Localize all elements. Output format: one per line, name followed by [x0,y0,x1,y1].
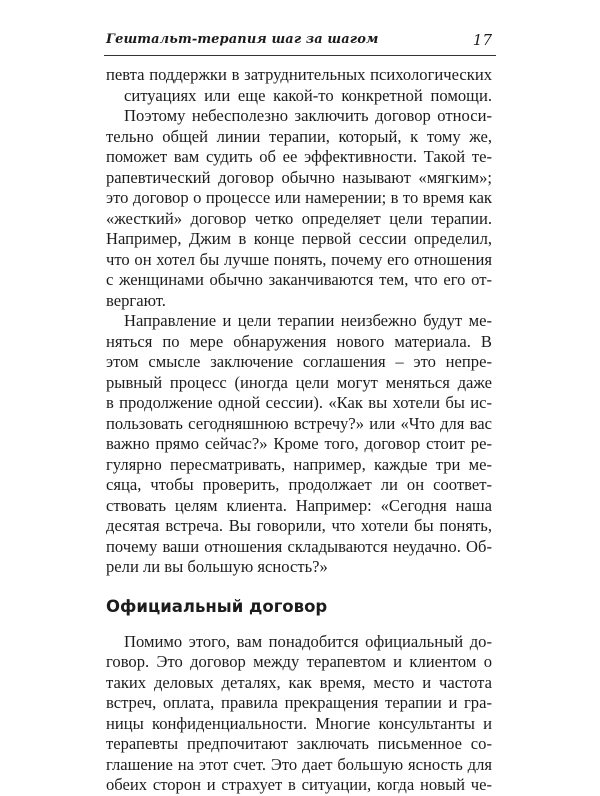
section-heading: Официальный договор [106,596,328,616]
text-line: сяца, чтобы проверить, продолжает ли он соответ- [106,475,492,494]
text-line: в продолжение одной сессии). «Как вы хотели бы ис- [106,393,492,412]
page-number: 17 [472,31,492,49]
text-line: поможет вам судить об ее эффективности. Такой те- [106,147,492,166]
text-line: этом смысле заключение соглашения – это непре- [106,352,492,371]
running-title: Гештальт-терапия шаг за шагом [106,32,379,47]
text-line: Направление и цели терапии неизбежно будут ме- [124,311,492,330]
text-line: глашение на этот счет. Это дает большую ясность для [106,754,492,774]
body-text [106,65,492,796]
text-line: рапевтический договор обычно называют «мягким»; [106,167,492,187]
text-line: «жесткий» договор четко определяет цели терапии. [106,208,492,228]
text-line: Помимо этого, вам понадобится официальный до- [124,631,492,651]
text-line: гулярно пересматривать, например, каждые три ме- [106,454,492,474]
text-line: пользовать сегодняшнюю встречу?» или «Что для вас [106,413,492,433]
text-line: обеих сторон и страхует в ситуации, когда новый че- [106,775,492,794]
paragraph-2 [106,311,492,578]
text-line: рели ли вы большую ясность?» [106,557,328,576]
text-line: терапевты предпочитают заключать письменное со- [106,734,492,753]
running-header [104,29,496,56]
text-line: встреч, оплата, правила прекращения терапии и гра- [106,693,492,712]
text-line: ствовать целям клиента. Например: «Сегодня наша [106,495,492,515]
text-line: вергают. [106,290,166,310]
text-line: с женщинами обычно заканчиваются тем, что его от- [106,270,492,289]
text-line: рывный процесс (иногда цели могут меняться даже [106,372,492,392]
text-line: это договор о процессе или намерении; в то время как [106,188,492,207]
text-line: Поэтому небесполезно заключить договор относи- [124,106,492,125]
text-line: таких деловых деталях, как время, место и частота [106,672,492,692]
text-line: ницы конфиденциальности. Многие консультанты и [106,713,492,733]
text-line: певта поддержки в затруднительных психологических [106,65,492,84]
paragraph-3 [106,632,492,796]
text-line: говор. Это договор между терапевтом и клиентом о [106,652,492,671]
paragraph-1 [106,65,492,311]
text-line: важно прямо сейчас?» Кроме того, договор стоит ре- [106,434,492,453]
text-line: что он хотел бы лучше понять, почему его отношения [106,249,492,269]
text-line: Например, Джим в конце первой сессии определил, [106,229,492,248]
text-line: десятая встреча. Вы говорили, что хотели бы понять, [106,516,492,535]
text-line: ситуациях или еще какой-то конкретной помощи. [124,85,492,105]
text-line: няться по мере обнаружения нового материала. В [106,331,492,351]
text-line: тельно общей линии терапии, который, к тому же, [106,126,492,146]
text-line: почему ваши отношения складываются неудачно. Об- [106,536,492,556]
